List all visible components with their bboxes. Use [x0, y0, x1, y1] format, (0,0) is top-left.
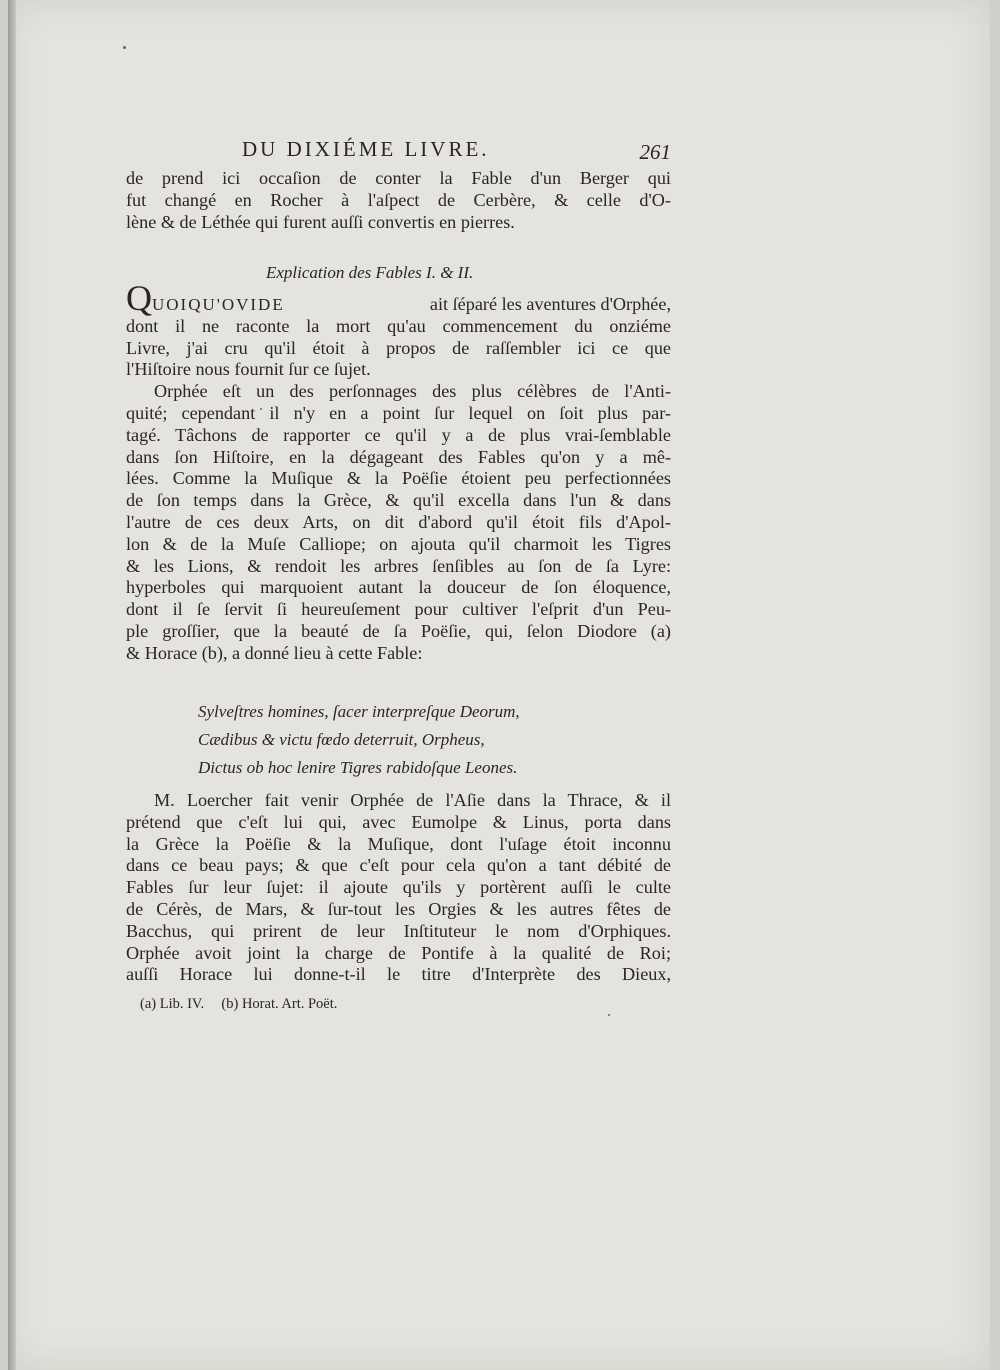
text-line: Livre, j'ai cru qu'il étoit à propos de raſſembler ici ce que: [126, 337, 671, 358]
text-line: dans ſon Hiſtoire, en la dégageant des Fables qu'on y a mê-: [126, 446, 671, 467]
text-line: de prend ici occaſion de conter la Fable d'un Berger qui: [126, 168, 671, 188]
paragraph-1: [126, 278, 671, 665]
text-line: & les Lions, & rendoit les arbres ſenſibles au ſon de ſa Lyre:: [126, 555, 671, 576]
section-heading: Explication des Fables I. & II.: [266, 263, 474, 282]
page-binding-edge: [8, 0, 16, 1370]
text-line: la Grèce la Poëſie & la Muſique, dont l'uſage étoit inconnu: [126, 833, 671, 854]
text-line: lène & de Léthée qui furent auſſi convertis en pierres.: [126, 211, 515, 232]
text-line: tagé. Tâchons de rapporter ce qu'il y a de plus vrai-ſemblable: [126, 424, 671, 445]
text-line: de Cérès, de Mars, & ſur-tout les Orgies & les autres fêtes de: [126, 898, 671, 919]
text-line: hyperboles qui marquoient autant la douceur de ſon éloquence,: [126, 577, 671, 598]
text-line: Bacchus, qui prirent de leur Inſtituteur le nom d'Orphiques.: [126, 920, 671, 941]
text-line: lon & de la Muſe Calliope; on ajouta qu'il charmoit les Tigres: [126, 533, 671, 554]
text-line: dont il ſe ſervit ſi heureuſement pour cultiver l'eſprit d'un Peu-: [126, 599, 671, 620]
text-line: quité; cependant il n'y en a point ſur lequel on ſoit plus par-: [126, 402, 671, 423]
paragraph-first-line: [126, 278, 671, 318]
latin-verse: [198, 698, 618, 782]
text-line: lées. Comme la Muſique & la Poëſie étoient peu perfectionnées: [126, 468, 671, 489]
text-line: Orphée eſt un des perſonnages des plus célèbres de l'Anti-: [154, 381, 671, 402]
footnote-b: (b) Horat. Art. Poët.: [221, 996, 338, 1012]
verse-line: Dictus ob hoc lenire Tigres rabidoſque Leones.: [198, 758, 518, 777]
text-line: ple groſſier, que la beauté de ſa Poëſie, qui, ſelon Diodore (a): [126, 620, 671, 641]
running-head: [126, 137, 671, 163]
running-title: DU DIXIÉME LIVRE.: [242, 137, 490, 161]
text-line: dont il ne raconte la mort qu'au commencement du onziéme: [126, 315, 671, 336]
book-page: [8, 0, 990, 1370]
opening-words: [126, 278, 285, 318]
footnote-a: (a) Lib. IV.: [140, 996, 205, 1012]
text-line: l'Hiſtoire nous fournit ſur ce ſujet.: [126, 359, 371, 380]
footnotes: [140, 996, 337, 1013]
paper-speck: [608, 1014, 610, 1016]
paragraph-3: [126, 790, 671, 986]
paragraph-2: [126, 381, 671, 664]
text-line: dans ce beau pays; & que c'eſt pour cela qu'on a tant débité de: [126, 855, 671, 876]
paper-speck: [123, 46, 126, 49]
text-line: prétend que c'eſt lui qui, avec Eumolpe & Linus, porta dans: [126, 811, 671, 832]
drop-cap: Q: [126, 278, 152, 318]
small-caps-word: UOIQU'OVIDE: [152, 295, 285, 314]
text-line: auſſi Horace lui donne-t-il le titre d'Interprète des Dieux,: [126, 964, 671, 985]
intro-text: [126, 168, 671, 233]
text-line: l'autre de ces deux Arts, on dit d'abord qu'il étoit fils d'Apol-: [126, 511, 671, 532]
verse-line: Sylveſtres homines, ſacer interpreſque Deorum,: [198, 702, 520, 721]
page-number: 261: [639, 140, 671, 164]
text-line: Orphée avoit joint la charge de Pontife à la qualité de Roi;: [126, 942, 671, 963]
text-line: & Horace (b), a donné lieu à cette Fable:: [126, 642, 423, 663]
verse-line: Cædibus & victu fœdo deterruit, Orpheus,: [198, 730, 485, 749]
text-line: M. Loercher fait venir Orphée de l'Aſie dans la Thrace, & il: [154, 790, 671, 810]
first-line-rest: ait ſéparé les aventures d'Orphée,: [429, 294, 671, 314]
text-line: fut changé en Rocher à l'aſpect de Cerbère, & celle d'O-: [126, 189, 671, 210]
text-line: de ſon temps dans la Grèce, & qu'il excella dans l'un & dans: [126, 490, 671, 511]
text-line: Fables ſur leur ſujet: il ajoute qu'ils y portèrent auſſi le culte: [126, 877, 671, 898]
